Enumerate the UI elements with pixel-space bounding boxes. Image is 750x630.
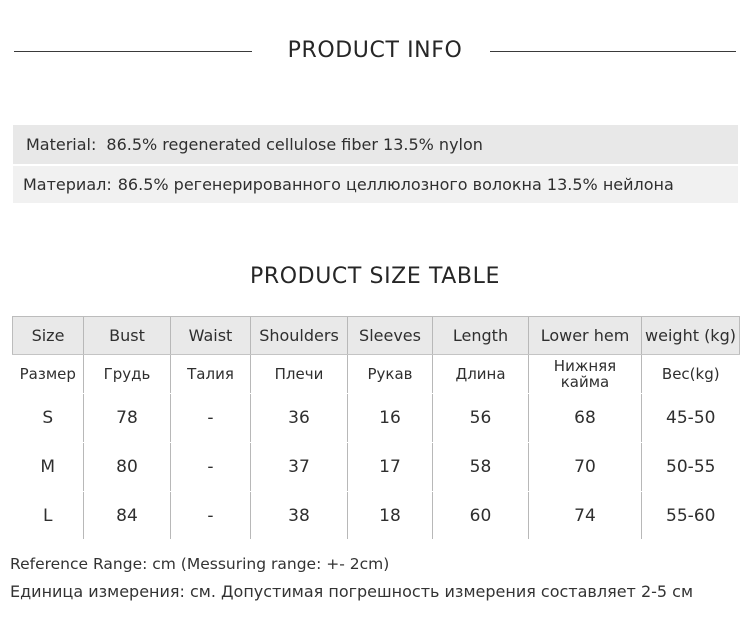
table-cell: L <box>13 492 84 540</box>
table-cell: Длина <box>433 355 529 394</box>
table-cell: Плечи <box>251 355 348 394</box>
material-label-ru: Материал: <box>23 175 112 194</box>
material-label-en: Material: <box>26 135 97 154</box>
table-row <box>13 443 740 492</box>
table-cell: 68 <box>529 394 642 443</box>
table-cell: Грудь <box>84 355 171 394</box>
table-cell: Size <box>13 317 84 355</box>
table-cell: Waist <box>171 317 251 355</box>
table-cell: Талия <box>171 355 251 394</box>
table-cell: 78 <box>84 394 171 443</box>
table-cell: 17 <box>348 443 433 492</box>
table-cell: Нижняя кайма <box>529 355 642 394</box>
table-cell: Bust <box>84 317 171 355</box>
table-cell: - <box>171 492 251 540</box>
material-row-ru <box>13 166 738 203</box>
table-header-row-en <box>13 317 740 355</box>
table-row <box>13 394 740 443</box>
table-cell: weight (kg) <box>642 317 740 355</box>
table-cell: Shoulders <box>251 317 348 355</box>
table-header-row-ru <box>13 355 740 394</box>
size-table-title: PRODUCT SIZE TABLE <box>250 264 500 289</box>
reference-range-en: Reference Range: cm (Messuring range: +- 2cm) <box>10 555 390 573</box>
table-cell: M <box>13 443 84 492</box>
table-cell: Length <box>433 317 529 355</box>
table-cell: Размер <box>13 355 84 394</box>
table-cell: 16 <box>348 394 433 443</box>
table-cell: Вес(kg) <box>642 355 740 394</box>
table-cell: 74 <box>529 492 642 540</box>
size-table <box>12 316 740 540</box>
table-cell: Lower hem <box>529 317 642 355</box>
material-value-en: 86.5% regenerated cellulose fiber 13.5% nylon <box>106 135 483 154</box>
table-cell: 60 <box>433 492 529 540</box>
table-cell: 84 <box>84 492 171 540</box>
product-info-title: PRODUCT INFO <box>287 38 463 63</box>
table-cell: 55-60 <box>642 492 740 540</box>
heading-divider-right <box>490 51 736 52</box>
table-cell: - <box>171 443 251 492</box>
table-cell: 36 <box>251 394 348 443</box>
table-cell: - <box>171 394 251 443</box>
table-cell: 37 <box>251 443 348 492</box>
table-row <box>13 492 740 540</box>
table-cell: S <box>13 394 84 443</box>
table-cell: Sleeves <box>348 317 433 355</box>
table-cell: 50-55 <box>642 443 740 492</box>
table-cell: 80 <box>84 443 171 492</box>
table-cell: 56 <box>433 394 529 443</box>
table-cell: 38 <box>251 492 348 540</box>
table-cell: Рукав <box>348 355 433 394</box>
table-cell: 70 <box>529 443 642 492</box>
material-value-ru: 86.5% регенерированного целлюлозного волокна 13.5% нейлона <box>117 175 674 194</box>
table-cell: 18 <box>348 492 433 540</box>
table-cell: 58 <box>433 443 529 492</box>
reference-range-ru: Единица измерения: см. Допустимая погрешность измерения составляет 2-5 см <box>10 582 694 601</box>
material-row-en <box>13 125 738 164</box>
table-cell: 45-50 <box>642 394 740 443</box>
